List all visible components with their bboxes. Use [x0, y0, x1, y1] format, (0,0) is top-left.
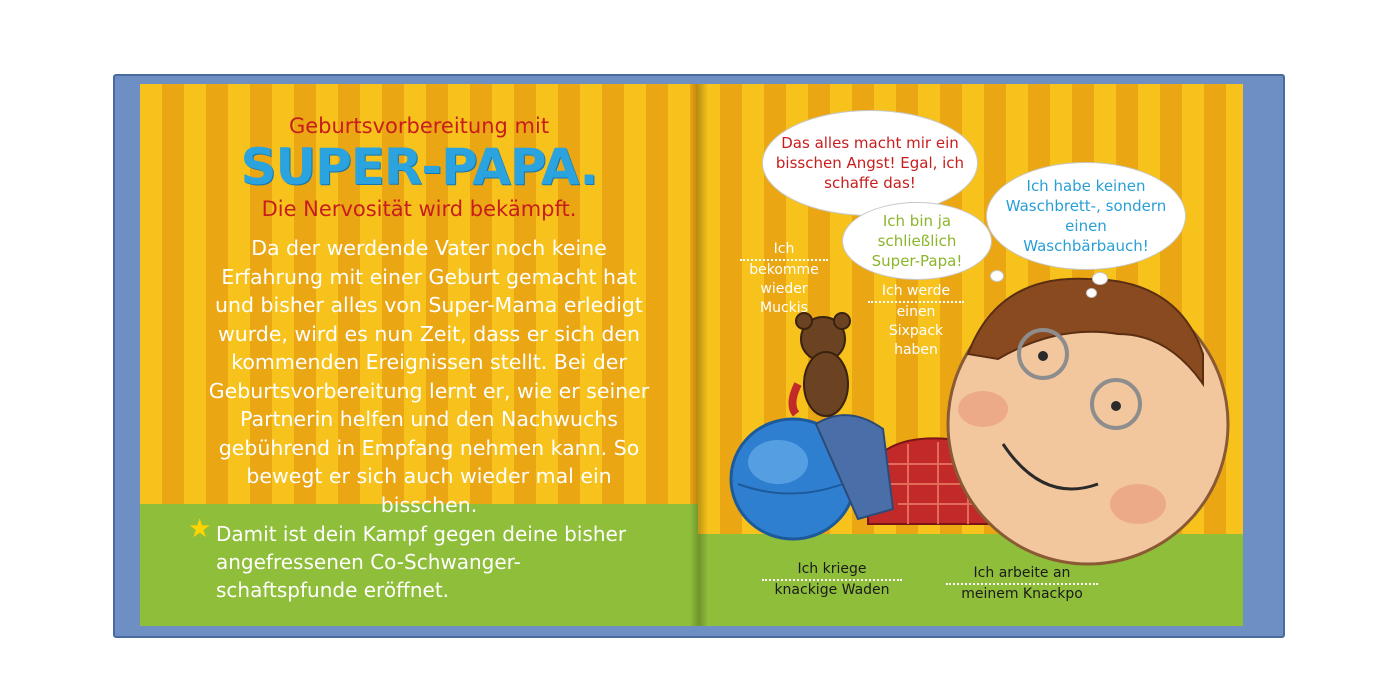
- page-kicker: Geburtsvorbereitung mit: [288, 114, 550, 138]
- label-sixpack: [868, 282, 964, 360]
- tip-paragraph: Damit ist dein Kampf gegen deine bisher angefressenen Co-Schwanger-schaftspfunde eröffnet.: [216, 522, 627, 602]
- thought-bubble-waschbrett-text: Ich habe keinen Waschbrett-, sondern einen Waschbärbauch!: [1005, 177, 1167, 255]
- page-subtitle: Die Nervosität wird bekämpft.: [261, 197, 577, 221]
- bubble-tail-dot: [1092, 272, 1108, 285]
- label-knackpo-heading: Ich arbeite an: [946, 564, 1098, 585]
- speech-bubble-angst: [762, 110, 978, 216]
- right-page: [698, 84, 1243, 626]
- body-paragraph: Da der werdende Vater noch keine Erfahrung mit einer Geburt gemacht hat und bisher alles von Super-Mama erledigt wurde, wird es nun Zeit, dass er sich den kommenden Ereignissen stellt. Bei der Geburtsvorbereitung lernt er, wie er seiner Partnerin helfen und den Nachwuchs gebührend in Empfang nehmen kann. So bewegt er sich auch wieder mal ein bisschen.: [208, 236, 650, 517]
- label-knackpo-text: meinem Knackpo: [961, 586, 1083, 602]
- label-muckis: [740, 240, 828, 318]
- bubble-tail-dot: [1086, 288, 1097, 298]
- book-spine: [690, 84, 708, 626]
- label-waden-heading: Ich kriege: [762, 560, 902, 581]
- thought-bubble-waschbrett: [986, 162, 1186, 270]
- label-muckis-heading: Ich: [740, 240, 828, 261]
- thought-bubble-superpapa: [842, 202, 992, 280]
- label-waden-text: knackige Waden: [774, 582, 890, 598]
- label-waden: [762, 560, 902, 600]
- label-sixpack-heading: Ich werde: [868, 282, 964, 303]
- page-title: SUPER-PAPA.: [240, 138, 598, 196]
- speech-bubble-angst-text: Das alles macht mir ein bisschen Angst! Egal, ich schaffe das!: [775, 134, 965, 192]
- left-page: [140, 84, 698, 626]
- bubble-tail-dot: [990, 270, 1004, 282]
- thought-bubble-superpapa-text: Ich bin ja schließlich Super-Papa!: [871, 212, 963, 270]
- smiling-star-icon: ★: [188, 514, 212, 544]
- teddy-bear-icon: [792, 313, 850, 416]
- papa-head-icon: [948, 279, 1228, 564]
- label-muckis-text: bekomme wieder Muckis: [749, 262, 819, 316]
- label-sixpack-text: einen Sixpack haben: [888, 304, 944, 358]
- label-knackpo: [946, 564, 1098, 604]
